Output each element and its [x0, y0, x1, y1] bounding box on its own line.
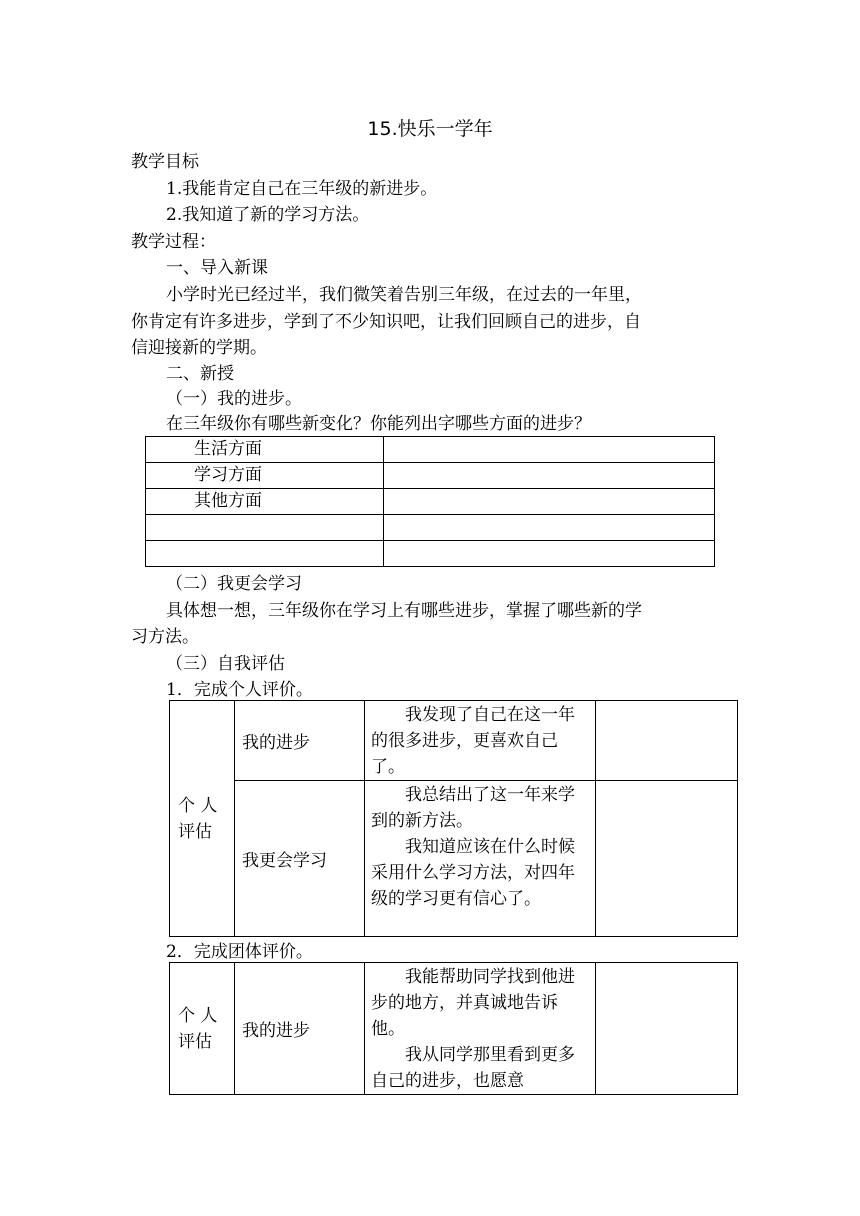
table-row	[146, 437, 715, 463]
progress-category	[146, 515, 384, 541]
progress-category	[146, 541, 384, 567]
personal-eval-table	[169, 700, 738, 937]
group-eval-table	[169, 962, 738, 1095]
eval-category: 我更会学习	[235, 781, 365, 937]
table-row	[170, 701, 738, 781]
eval-side-label	[170, 963, 235, 1095]
progress-category: 生活方面	[146, 437, 384, 463]
process-heading: 教学过程：	[131, 232, 216, 252]
part2-paragraph-line: 具体想一想，三年级你在学习上有哪些进步，掌握了哪些新的学	[166, 601, 642, 621]
eval-description	[365, 963, 596, 1095]
eval-description-text: 我能帮助同学找到他进步的地方，并真诚地告诉他。	[371, 967, 575, 1039]
intro-paragraph-line: 信迎接新的学期。	[131, 338, 267, 358]
eval-category: 我的进步	[235, 701, 365, 781]
eval-side-label	[170, 701, 235, 937]
eval-description-text: 我发现了自己在这一年的很多进步，更喜欢自己了。	[371, 705, 575, 777]
personal-eval-heading: 1．完成个人评价。	[166, 680, 313, 700]
eval-description	[365, 781, 596, 937]
progress-category: 其他方面	[146, 489, 384, 515]
eval-description-text: 我总结出了这一年来学到的新方法。	[371, 785, 575, 831]
eval-mark-cell	[596, 963, 738, 1095]
eval-category: 我的进步	[235, 963, 365, 1095]
table-row	[146, 463, 715, 489]
table-row	[146, 541, 715, 567]
part1-heading: （一）我的进步。	[166, 389, 302, 409]
eval-side-label-line: 个 人	[178, 795, 218, 816]
eval-side-label-line: 个 人	[178, 1005, 218, 1026]
table-row	[146, 515, 715, 541]
table-row	[170, 781, 738, 937]
progress-answer-cell	[384, 515, 715, 541]
table-row	[170, 963, 738, 1095]
page-title: 15.快乐一学年	[367, 118, 493, 140]
progress-category: 学习方面	[146, 463, 384, 489]
eval-side-label-line: 评估	[178, 1031, 212, 1052]
progress-answer-cell	[384, 437, 715, 463]
objective-item: 2.我知道了新的学习方法。	[166, 205, 370, 225]
eval-description-text: 我知道应该在什么时候采用什么学习方法，对四年级的学习更有信心了。	[371, 837, 575, 909]
eval-mark-cell	[596, 701, 738, 781]
intro-paragraph-line: 小学时光已经过半，我们微笑着告别三年级，在过去的一年里，	[166, 285, 642, 305]
eval-side-label-line: 评估	[178, 821, 212, 842]
part3-heading: （三）自我评估	[166, 654, 285, 674]
progress-answer-cell	[384, 463, 715, 489]
table-row	[146, 489, 715, 515]
progress-answer-cell	[384, 541, 715, 567]
part2-heading: （二）我更会学习	[166, 574, 302, 594]
progress-answer-cell	[384, 489, 715, 515]
objective-item: 1.我能肯定自己在三年级的新进步。	[166, 179, 438, 199]
progress-table	[145, 436, 715, 567]
intro-paragraph-line: 你肯定有许多进步，学到了不少知识吧，让我们回顾自己的进步，自	[131, 312, 641, 332]
part2-paragraph-line: 习方法。	[131, 627, 199, 647]
group-eval-heading: 2．完成团体评价。	[166, 942, 313, 962]
eval-description	[365, 701, 596, 781]
eval-mark-cell	[596, 781, 738, 937]
intro-heading: 一、导入新课	[166, 258, 268, 278]
part1-question: 在三年级你有哪些新变化？你能列出字哪些方面的进步？	[166, 414, 591, 434]
objectives-heading: 教学目标	[131, 152, 199, 172]
new-lesson-heading: 二、新授	[166, 364, 234, 384]
eval-description-text: 我从同学那里看到更多自己的进步，也愿意	[371, 1045, 575, 1091]
